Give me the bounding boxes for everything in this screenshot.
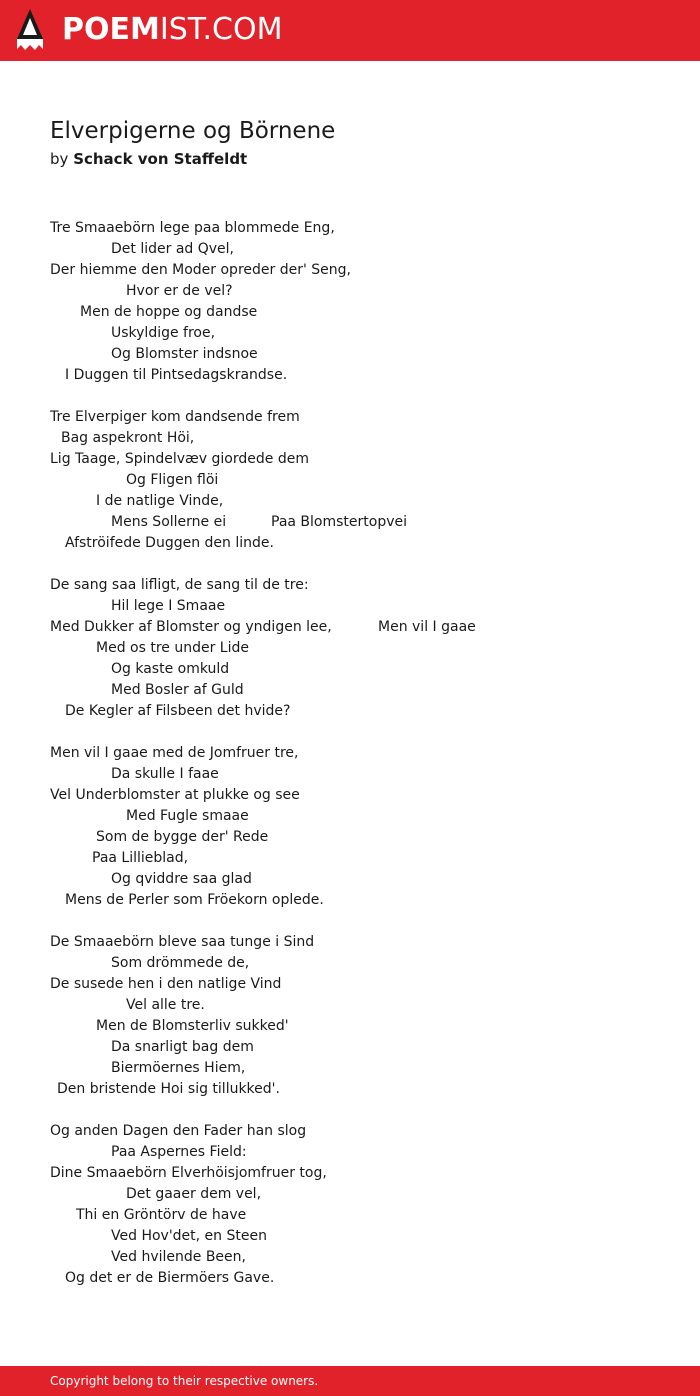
poem-title: Elverpigerne og Börnene — [50, 118, 336, 144]
poem-line-text: Ved hvilende Been, — [111, 1249, 246, 1265]
poem-line-text: De Smaaebörn bleve saa tunge i Sind — [50, 934, 315, 950]
poem-line — [50, 1079, 670, 1100]
poem-line — [50, 407, 670, 428]
poem-line-text: Men vil I gaae med de Jomfruer tre, — [50, 745, 299, 761]
poem-line-text: Uskyldige froe, — [111, 325, 216, 341]
poem-line-text: Med Dukker af Blomster og yndigen lee, — [50, 619, 332, 635]
poem-line — [50, 575, 670, 596]
poem-line-text: Vel Underblomster at plukke og see — [50, 787, 300, 803]
poem-line-text: Og Blomster indsnoe — [111, 346, 258, 362]
copyright-notice: Copyright belong to their respective owners. — [50, 1374, 319, 1388]
poem-line — [50, 1268, 670, 1289]
poem-line — [50, 1121, 670, 1142]
poem-line — [50, 218, 670, 239]
poem-line-text: Mens de Perler som Fröekorn oplede. — [65, 892, 324, 908]
poem-line — [50, 512, 670, 533]
poem-line-text: Med Bosler af Guld — [111, 682, 244, 698]
stanza — [50, 932, 670, 1100]
poem-line-text: Paa Lillieblad, — [92, 850, 189, 866]
poem-line-text: Mens Sollerne ei — [111, 514, 227, 530]
poem-line-text: Og Fligen flöi — [126, 472, 219, 488]
poem-line — [50, 638, 670, 659]
poem-line-text: Da snarligt bag dem — [111, 1039, 254, 1055]
poem-line-text: Bag aspekront Höi, — [61, 430, 195, 446]
byline — [50, 148, 247, 170]
poem-line — [50, 1184, 670, 1205]
poem-line — [50, 1226, 670, 1247]
poem-line-text: De susede hen i den natlige Vind — [50, 976, 282, 992]
poem-line-text: Med Fugle smaae — [126, 808, 249, 824]
stanza-gap — [50, 386, 670, 407]
poem-line — [50, 344, 670, 365]
poem-line-text: I Duggen til Pintsedagskrandse. — [65, 367, 288, 383]
poem-line-text: De sang saa lifligt, de sang til de tre: — [50, 577, 309, 593]
poem-line-text: Med os tre under Lide — [96, 640, 249, 656]
pencil-icon[interactable] — [17, 9, 43, 52]
poem-line — [50, 827, 670, 848]
poem-line — [50, 533, 670, 554]
poem-line — [50, 785, 670, 806]
poem-line — [50, 869, 670, 890]
poem-line-text: Der hiemme den Moder opreder der' Seng, — [50, 262, 351, 278]
poem-line-text: Thi en Gröntörv de have — [76, 1207, 247, 1223]
poem-line — [50, 596, 670, 617]
poem-line — [50, 365, 670, 386]
poem-line-text: Tre Elverpiger kom dandsende frem — [50, 409, 300, 425]
poem-line-text: Tre Smaaebörn lege paa blommede Eng, — [50, 220, 335, 236]
poem-line-text: Men de Blomsterliv sukked' — [96, 1018, 289, 1034]
poem-line — [50, 1247, 670, 1268]
poem-line-text: Og anden Dagen den Fader han slog — [50, 1123, 307, 1139]
poem-line — [50, 806, 670, 827]
poem-line-text: Ved Hov'det, en Steen — [111, 1228, 267, 1244]
poem-line — [50, 701, 670, 722]
logo-bold-text: POEM — [62, 12, 160, 47]
poem-line — [50, 932, 670, 953]
poem-line — [50, 428, 670, 449]
poem-line — [50, 239, 670, 260]
stanza — [50, 407, 670, 554]
poem-line — [50, 449, 670, 470]
poem-line — [50, 1037, 670, 1058]
poem-line — [50, 302, 670, 323]
poem-line — [50, 617, 670, 638]
site-header — [0, 0, 700, 61]
poem-line — [50, 281, 670, 302]
poem-line-text: Paa Aspernes Field: — [111, 1144, 247, 1160]
poem-line-text: Den bristende Hoi sig tillukked'. — [57, 1081, 280, 1097]
poem-line-text: Vel alle tre. — [126, 997, 205, 1013]
poem-line — [50, 260, 670, 281]
logo-light-text: IST.COM — [159, 12, 283, 47]
poem-line — [50, 1016, 670, 1037]
poem-line — [50, 470, 670, 491]
site-logo[interactable] — [62, 10, 282, 50]
site-footer — [0, 1366, 700, 1396]
poem-line — [50, 491, 670, 512]
author-name[interactable]: Schack von Staffeldt — [73, 150, 248, 168]
by-label: by — [50, 150, 69, 168]
poem-line — [50, 743, 670, 764]
poem-line-text: Men vil I gaae — [378, 619, 476, 635]
poem-line — [50, 1163, 670, 1184]
poem-line-text: Paa Blomstertopvei — [271, 514, 408, 530]
poem-line — [50, 1058, 670, 1079]
poem-line-text: Som de bygge der' Rede — [96, 829, 269, 845]
poem-line — [50, 974, 670, 995]
poem-line-text: Og det er de Biermöers Gave. — [65, 1270, 275, 1286]
poem-line-text: Som drömmede de, — [111, 955, 250, 971]
poem-line-text: Da skulle I faae — [111, 766, 219, 782]
stanza-gap — [50, 554, 670, 575]
poem-line — [50, 1142, 670, 1163]
poem-line — [50, 680, 670, 701]
poem-line — [50, 848, 670, 869]
poem-line-text: Dine Smaaebörn Elverhöisjomfruer tog, — [50, 1165, 327, 1181]
poem-line — [50, 1205, 670, 1226]
poem-line-text: I de natlige Vinde, — [96, 493, 224, 509]
poem-line — [50, 953, 670, 974]
poem-line — [50, 659, 670, 680]
poem-line — [50, 323, 670, 344]
poem-line — [50, 995, 670, 1016]
poem-line-text: Lig Taage, Spindelvæv giordede dem — [50, 451, 309, 467]
poem-line-text: Biermöernes Hiem, — [111, 1060, 246, 1076]
poem-line-text: Det gaaer dem vel, — [126, 1186, 262, 1202]
poem-body — [50, 218, 670, 1289]
stanza-gap — [50, 722, 670, 743]
stanza — [50, 575, 670, 722]
stanza — [50, 743, 670, 911]
poem-line-text: Hil lege I Smaae — [111, 598, 226, 614]
poem-line-text: Det lider ad Qvel, — [111, 241, 234, 257]
poem-line-text: Afströifede Duggen den linde. — [65, 535, 274, 551]
poem-line — [50, 764, 670, 785]
poem-line-text: De Kegler af Filsbeen det hvide? — [65, 703, 291, 719]
stanza — [50, 218, 670, 386]
stanza — [50, 1121, 670, 1289]
poem-line — [50, 890, 670, 911]
poem-line-text: Hvor er de vel? — [126, 283, 233, 299]
poem-line-text: Og qviddre saa glad — [111, 871, 252, 887]
stanza-gap — [50, 911, 670, 932]
stanza-gap — [50, 1100, 670, 1121]
poem-line-text: Men de hoppe og dandse — [80, 304, 258, 320]
poem-line-text: Og kaste omkuld — [111, 661, 230, 677]
